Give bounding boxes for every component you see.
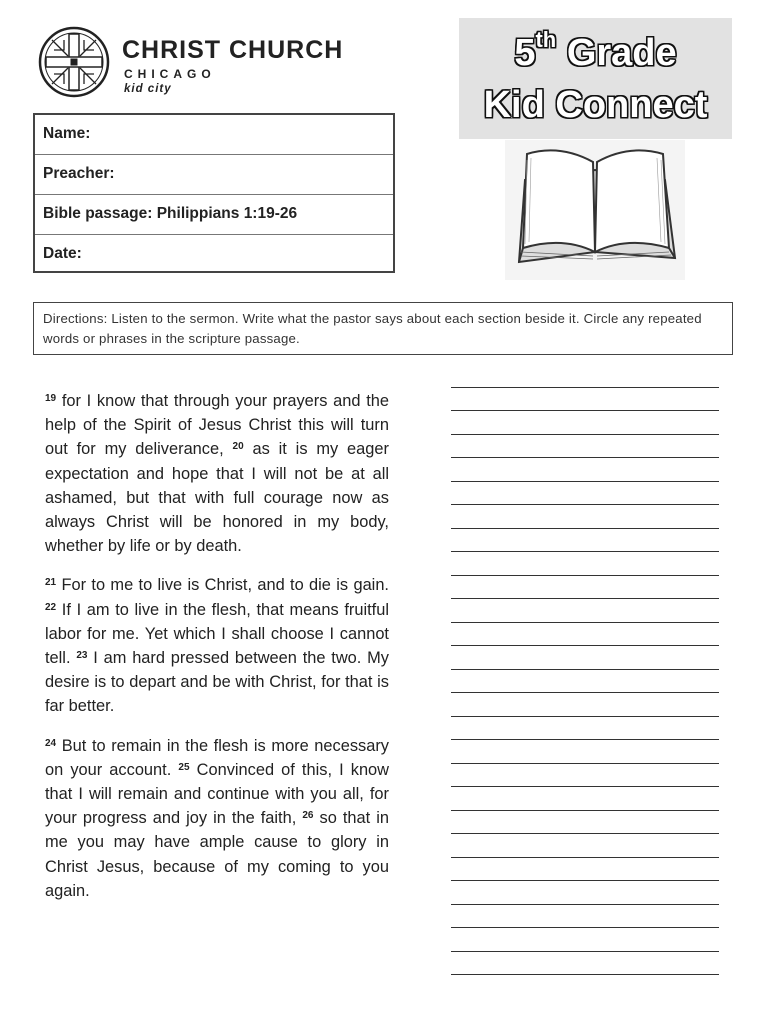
scripture-paragraph [45,734,389,903]
scripture-paragraph [45,573,389,718]
grade-number: 5 [514,32,536,74]
writing-line[interactable] [451,717,719,741]
preacher-field: Preacher: [35,155,393,195]
name-field: Name: [35,115,393,155]
writing-line[interactable] [451,435,719,459]
open-book-icon [505,140,685,280]
verse-number: 20 [232,441,244,453]
church-cross-icon [38,26,110,98]
writing-line[interactable] [451,505,719,529]
notes-writing-lines [451,364,719,975]
writing-line[interactable] [451,623,719,647]
writing-line[interactable] [451,905,719,929]
writing-line[interactable] [451,364,719,388]
writing-line[interactable] [451,411,719,435]
writing-line[interactable] [451,576,719,600]
bible-passage-field: Bible passage: Philippians 1:19-26 [35,195,393,235]
writing-line[interactable] [451,482,719,506]
verse-number: 22 [45,601,57,613]
ministry-name: kid city [124,83,172,95]
verse-text: If I am to live in the flesh, that means fruitful labor for me. Yet which I shall choose I cannot tell. [45,600,389,668]
writing-line[interactable] [451,646,719,670]
verse-number: 25 [178,761,190,773]
church-city: CHICAGO [124,67,216,81]
church-logo [38,26,378,101]
writing-line[interactable] [451,599,719,623]
verse-number: 21 [45,577,57,589]
writing-line[interactable] [451,740,719,764]
verse-text: Convinced of this, I know that I will remain and continue with you all, for your progress and joy in the faith, [45,760,390,828]
writing-line[interactable] [451,670,719,694]
verse-text: I am hard pressed between the two. My desire is to depart and be with Christ, for that is far better. [45,649,389,716]
writing-line[interactable] [451,787,719,811]
verse-text: For to me to live is Christ, and to die is gain. [61,576,389,595]
verse-text: as it is my eager expectation and hope that I will not be at all ashamed, but that with full courage now as always Christ will be honored in my body, whether by life or by death. [45,440,389,556]
writing-line[interactable] [451,858,719,882]
title-box [459,18,732,139]
grade-word: Grade [566,32,677,74]
writing-line[interactable] [451,881,719,905]
scripture-passage [45,389,389,918]
date-field: Date: [43,245,82,262]
writing-line[interactable] [451,952,719,976]
writing-line[interactable] [451,764,719,788]
info-form [33,113,395,273]
verse-text: But to remain in the flesh is more necessary on your account. [45,736,389,779]
verse-number: 26 [302,810,314,822]
writing-line[interactable] [451,388,719,412]
writing-line[interactable] [451,552,719,576]
church-name: CHRIST CHURCH [122,36,344,64]
writing-line[interactable] [451,928,719,952]
program-title: Kid Connect [483,84,708,126]
verse-number: 24 [45,737,57,749]
grade-suffix: th [535,27,557,52]
writing-line[interactable] [451,458,719,482]
writing-line[interactable] [451,811,719,835]
writing-line[interactable] [451,529,719,553]
directions-box: Directions: Listen to the sermon. Write what the pastor says about each section beside it. Circle any repeated words or phrases in the scripture passage. [33,302,733,355]
writing-line[interactable] [451,834,719,858]
verse-text: for I know that through your prayers and the help of the Spirit of Jesus Christ this will turn out for my deliverance, [45,392,389,459]
writing-line[interactable] [451,693,719,717]
scripture-paragraph [45,389,389,558]
verse-number: 19 [45,393,57,404]
verse-text: so that in me you may have ample cause to glory in Christ Jesus, because of my coming to you again. [45,809,389,900]
verse-number: 23 [76,650,88,662]
grade-title [459,27,732,75]
